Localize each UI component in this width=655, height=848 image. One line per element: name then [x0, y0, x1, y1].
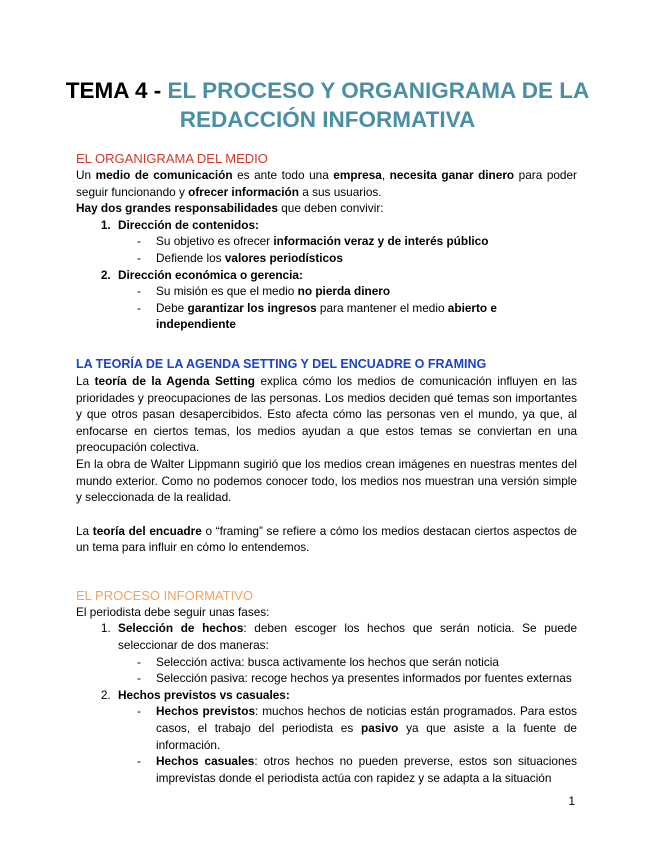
bold-run: valores periodísticos [224, 250, 343, 265]
sub-list-item [156, 250, 577, 267]
sub-list [118, 654, 577, 687]
list-item [114, 687, 577, 787]
text-run: para poder seguir funcionando y [76, 168, 577, 199]
text-run: para mantener el medio [316, 300, 448, 315]
phases-list [76, 620, 577, 786]
text-run: Su objetivo es ofrecer [156, 234, 274, 249]
sub-list-item [156, 300, 577, 333]
list-item-title: Selección de hechos [118, 621, 244, 636]
title-main: EL PROCESO Y ORGANIGRAMA DE LA REDACCIÓN INFORMATIVA [167, 78, 590, 132]
paragraph-fases: El periodista debe seguir unas fases: [76, 604, 270, 619]
sub-list-item: - Selección activa: busca activamente los hechos que serán noticia [156, 654, 577, 671]
sub-list [118, 703, 577, 786]
sub-list [118, 233, 577, 266]
text-run: que deben convivir: [277, 201, 384, 216]
paragraph-medio [76, 167, 577, 200]
sub-list-item [156, 703, 577, 753]
text-run: , [381, 168, 390, 182]
responsibilities-list [76, 217, 577, 333]
bold-run: pasivo [360, 721, 399, 736]
section-heading-agenda-setting: LA TEORÍA DE LA AGENDA SETTING Y DEL ENCUADRE O FRAMING [76, 356, 487, 371]
paragraph-responsabilidades [76, 200, 577, 217]
list-item [114, 620, 577, 686]
text-run: : deben escoger los hechos que serán noticia. Se puede seleccionar de dos maneras: [118, 621, 577, 653]
section-heading-proceso: EL PROCESO INFORMATIVO [76, 587, 253, 603]
text-run: Defiende los [156, 250, 225, 265]
bold-run: teoría de la Agenda Setting [94, 373, 255, 388]
bold-run: garantizar los ingresos [187, 300, 317, 315]
list-item-title: Dirección de contenidos: [118, 217, 259, 232]
bold-run: abierto e independiente [156, 300, 497, 332]
bold-run: empresa [333, 168, 382, 182]
text-run: : muchos hechos de noticias están programados. Para estos casos, el trabajo del periodista es [156, 704, 577, 736]
bold-run: necesita ganar dinero [389, 168, 515, 182]
paragraph-framing [76, 523, 577, 556]
sub-list-item [156, 753, 577, 786]
bold-run: ofrecer información [188, 184, 299, 199]
text-run: Su misión es que el medio [156, 284, 298, 299]
list-item-title: Hechos previstos vs casuales: [118, 687, 290, 702]
bold-run: Hechos casuales [156, 754, 255, 769]
page-number: 1 [568, 794, 575, 808]
bold-run: no pierda dinero [297, 284, 391, 299]
text-run: ya que asiste a la fuente de información. [156, 721, 577, 752]
paragraph-agenda-setting [76, 373, 577, 456]
text-run: : otros hechos no pueden preverse, estos son situaciones imprevistas donde el periodista actúa con rapidez y se adapta a la situación [156, 754, 577, 785]
sub-list-item [156, 283, 577, 300]
bold-run: información veraz y de interés público [273, 234, 489, 249]
bold-run: medio de comunicación [95, 168, 233, 182]
sub-list-item [156, 233, 577, 250]
text-run: a sus usuarios. [298, 184, 382, 199]
text-run: es ante todo una [232, 168, 334, 182]
text-run: La [76, 523, 93, 538]
sub-list [118, 283, 577, 333]
title-prefix: TEMA 4 - [65, 78, 168, 103]
document-body [76, 150, 577, 786]
text-run: La [76, 373, 95, 388]
text-run: explica cómo los medios de comunicación influyen en las prioridades y preocupaciones de las personas. Los medios deciden qué temas son importantes y que otros pasan desapercibidos. Esto afecta cómo las personas ven el mundo, ya que, al enfocarse en ciertos temas, los medios ayudan a que estos temas se conviertan en una preocupación colectiva. [76, 373, 577, 455]
text-run: Un [76, 168, 96, 182]
bold-run: Hay dos grandes responsabilidades [76, 201, 278, 216]
list-item [114, 217, 577, 267]
list-item-title: Dirección económica o gerencia: [118, 267, 303, 282]
bold-run: Hechos previstos [156, 704, 256, 719]
paragraph-lippmann: En la obra de Walter Lippmann sugirió que los medios crean imágenes en nuestras mentes del mundo exterior. Como no podemos conocer todo, los medios nos muestran una versión simple y seleccionada de la realidad. [76, 456, 577, 505]
text-run: Debe [156, 300, 188, 315]
list-item [114, 267, 577, 333]
page-title [40, 76, 615, 134]
text-run: o “framing” se refiere a cómo los medios destacan ciertos aspectos de un tema para influir en cómo lo entendemos. [76, 523, 577, 555]
bold-run: teoría del encuadre [92, 523, 202, 538]
section-heading-organigrama: EL ORGANIGRAMA DEL MEDIO [76, 151, 268, 166]
sub-list-item: - Selección pasiva: recoge hechos ya presentes informados por fuentes externas [156, 670, 577, 687]
